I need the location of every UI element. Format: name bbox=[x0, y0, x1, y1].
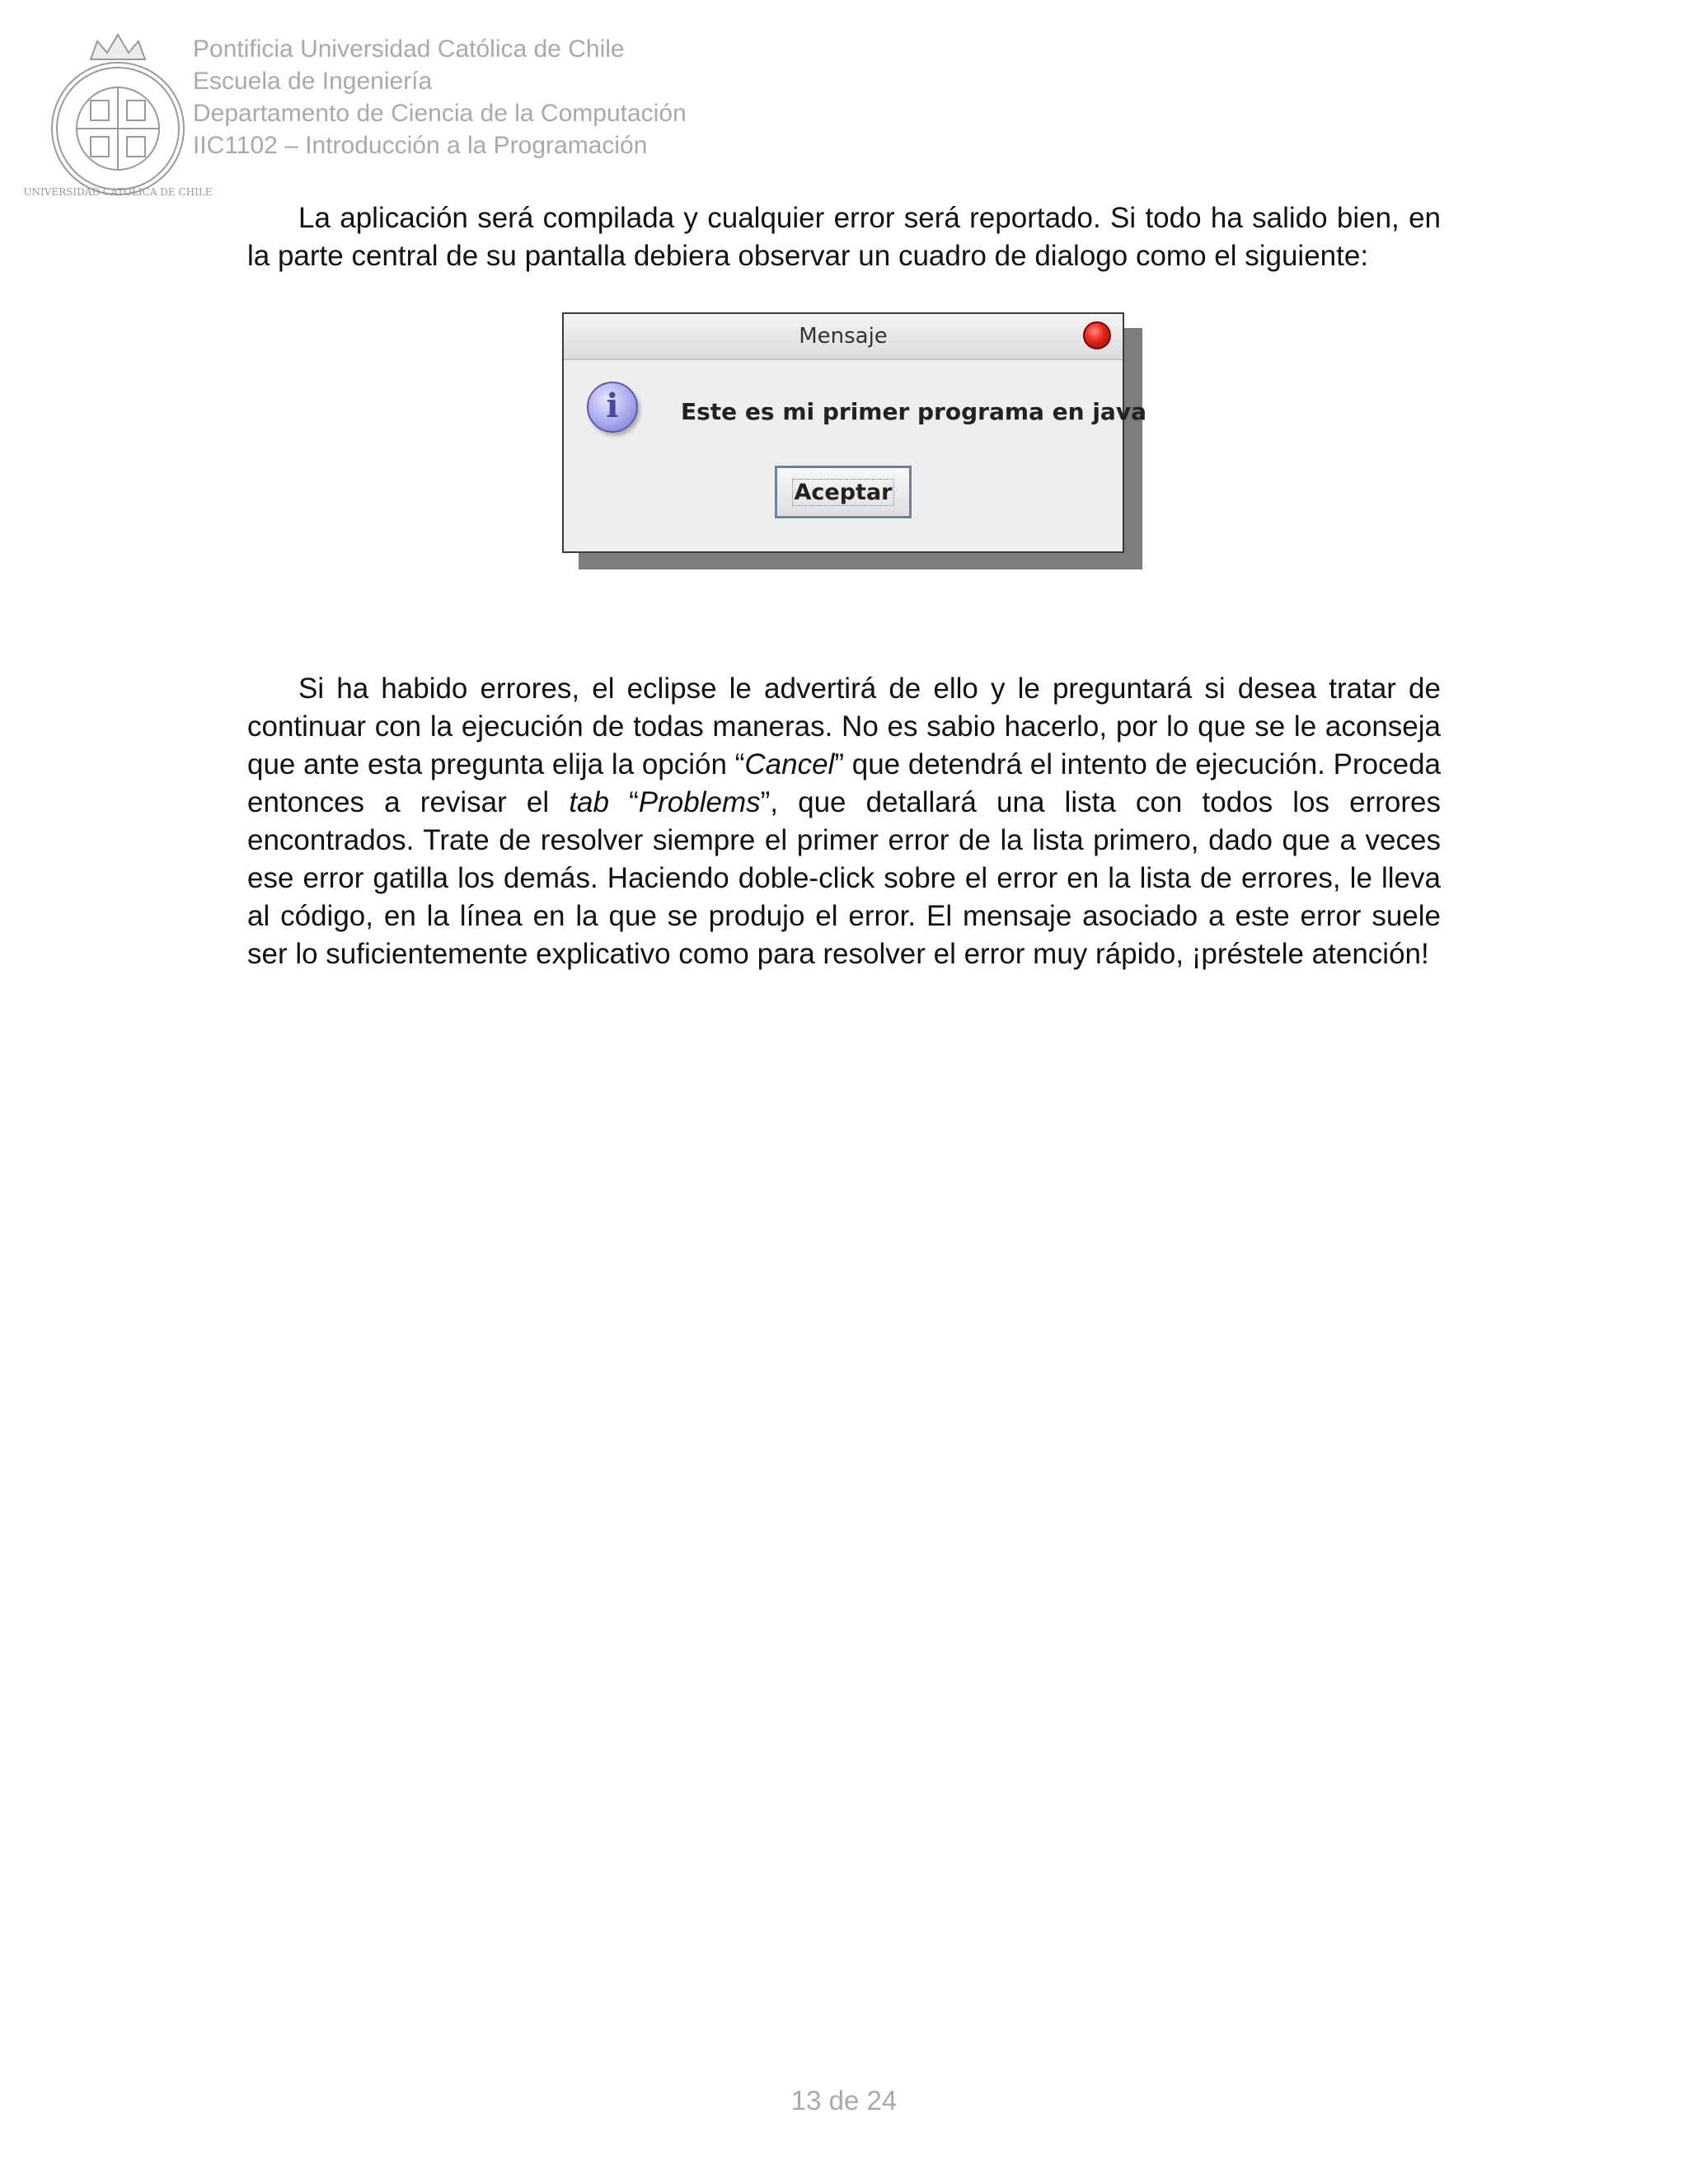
close-icon[interactable] bbox=[1083, 321, 1111, 349]
errors-text-part3: “ bbox=[608, 786, 639, 818]
header-school: Escuela de Ingeniería bbox=[193, 68, 433, 95]
header-university: Pontificia Universidad Católica de Chile bbox=[193, 35, 625, 63]
paragraph-intro bbox=[247, 199, 1441, 275]
header-department: Departamento de Ciencia de la Computación bbox=[193, 100, 687, 127]
institution-header bbox=[193, 33, 687, 162]
dialog-titlebar[interactable] bbox=[564, 314, 1123, 360]
info-icon bbox=[587, 382, 638, 433]
accept-button[interactable] bbox=[775, 466, 912, 518]
page-number: 13 de 24 bbox=[790, 2085, 898, 2116]
problems-term: Problems bbox=[638, 786, 761, 818]
dialog-title: Mensaje bbox=[799, 324, 888, 349]
cancel-term: Cancel bbox=[744, 748, 835, 780]
message-dialog bbox=[562, 312, 1146, 553]
dialog-message: Este es mi primer programa en java bbox=[681, 398, 1146, 425]
university-seal-logo bbox=[23, 25, 213, 199]
errors-text-part1: Si ha habido errores, el eclipse le advertirá de ello y le preguntará si desea tratar de continuar con la ejecución de todas maneras. No es sabio hacerlo, por lo que se le aconseja que ante esta pregunta elija la opción “ bbox=[247, 673, 1441, 780]
paragraph-errors-text bbox=[247, 670, 1441, 973]
tab-term: tab bbox=[569, 786, 609, 818]
paragraph-intro-text: La aplicación será compilada y cualquier error será reportado. Si todo ha salido bien, en la parte central de su pantalla debiera observar un cuadro de dialogo como el siguiente: bbox=[247, 202, 1441, 272]
accept-button-label: Aceptar bbox=[792, 479, 895, 506]
paragraph-errors bbox=[247, 670, 1441, 973]
info-icon-glyph: i bbox=[606, 387, 619, 425]
header-course: IIC1102 – Introducción a la Programación bbox=[193, 132, 648, 159]
errors-text-part4: ”, que detallará una lista con todos los errores encontrados. Trate de resolver siempre el primer error de la lista primero, dado que a veces ese error gatilla los demás. Haciendo doble-click sobre el error en la lista de errores, le lleva al código, en la línea en la que se produjo el error. El mensaje asociado a este error suele ser lo suficientemente explicativo como para resolver el error muy rápido, ¡préstele atención! bbox=[247, 786, 1441, 970]
seal-text: UNIVERSIDAD CATOLICA DE CHILE bbox=[23, 186, 213, 198]
errors-text-part2: ” que detendrá el intento de ejecución. Proceda entonces a revisar el bbox=[247, 748, 1442, 818]
